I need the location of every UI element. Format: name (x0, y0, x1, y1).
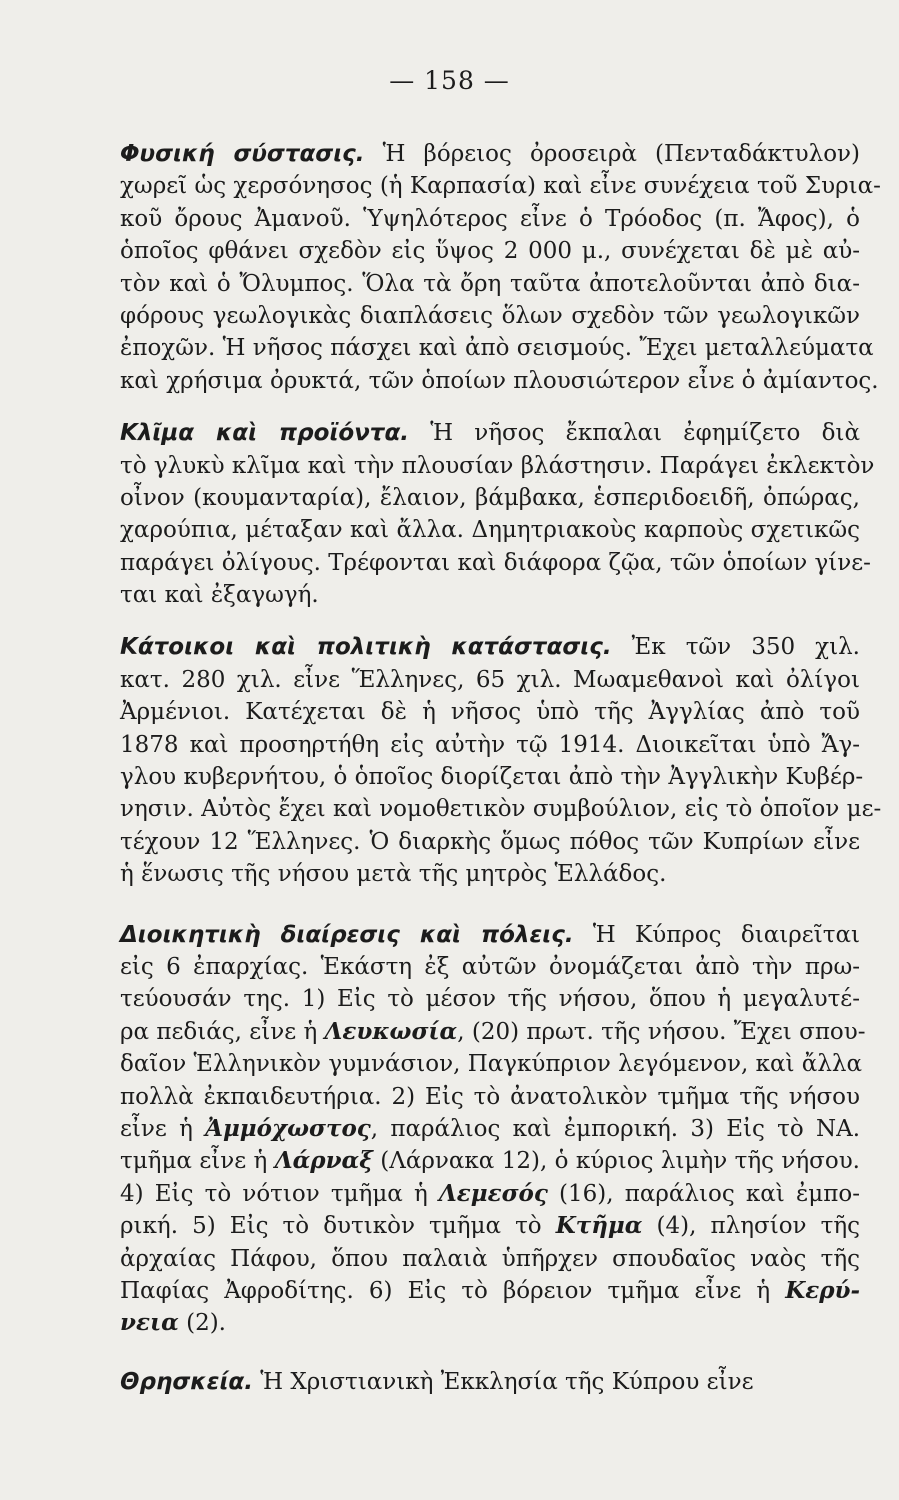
place-name: Λάρναξ (274, 1147, 373, 1175)
text-run: χαρούπια, μέταξαν καὶ ἄλλα. Δημητριακοὺς καρποὺς σχετικῶς (120, 517, 860, 544)
text-line (120, 826, 860, 858)
text-run: ρική. 5) Εἰς τὸ δυτικὸν τμῆμα τὸ (120, 1213, 556, 1240)
text-run: εἰς 6 ἐπαρχίας. Ἑκάστη ἐξ αὐτῶν ὀνομάζεται ἀπὸ τὴν πρω- (120, 953, 860, 980)
text-run: Ἡ Κύπρος διαιρεῖται (573, 921, 860, 948)
text-line (120, 729, 860, 761)
text-line (120, 203, 860, 235)
text-run: πολλὰ ἐκπαιδευτήρια. 2) Εἰς τὸ ἀνατολικὸν τμῆμα τῆς νήσου (120, 1083, 860, 1110)
section-heading: Κλῖμα καὶ προϊόντα. (120, 420, 410, 447)
text-run: ρα πεδιάς, εἶνε ἡ (120, 1018, 325, 1045)
text-run: ἀρχαίας Πάφου, ὅπου παλαιὰ ὑπῆρχεν σπουδαῖος ναὸς τῆς (120, 1245, 860, 1272)
text-run: , (20) πρωτ. τῆς νήσου. Ἔχει σπου- (457, 1018, 866, 1045)
text-line (120, 332, 874, 364)
text-run: 1878 καὶ προσηρτήθη εἰς αὐτὴν τῷ 1914. Διοικεῖται ὑπὸ Ἄγ- (120, 731, 860, 758)
text-line (120, 1178, 860, 1210)
text-run: , παράλιος καὶ ἐμπορική. 3) Εἰς τὸ ΝΑ. (370, 1115, 861, 1142)
text-run: φόρους γεωλογικὰς διαπλάσεις ὅλων σχεδὸν τῶν γεωλογικῶν (120, 302, 860, 329)
text-line (120, 170, 881, 202)
text-run: Ἡ νῆσος ἔκπαλαι ἐφημίζετο διὰ (409, 420, 860, 447)
text-run: τὸν καὶ ὁ Ὄλυμπος. Ὅλα τὰ ὄρη ταῦτα ἀποτελοῦνται ἀπὸ δια- (120, 270, 860, 297)
text-line (120, 1210, 860, 1242)
place-name: νεια (120, 1309, 179, 1337)
text-run: ὁποῖος φθάνει σχεδὸν εἰς ὕψος 2 000 μ., συνέχεται δὲ μὲ αὐ- (120, 238, 860, 265)
text-run: καὶ χρήσιμα ὀρυκτά, τῶν ὁποίων πλουσιώτερον εἶνε ὁ ἀμίαντος. (120, 367, 879, 394)
text-run: τὸ γλυκὺ κλῖμα καὶ τὴν πλουσίαν βλάστησιν. Παράγει ἐκλεκτὸν (120, 452, 875, 479)
text-line (120, 365, 879, 397)
text-line (120, 1145, 860, 1177)
text-line (120, 417, 860, 449)
section-heading: Κάτοικοι καὶ πολιτικὴ κατάστασις. (120, 634, 612, 661)
paragraph (120, 417, 875, 611)
text-run: (Λάρνακα 12), ὁ κύριος λιμὴν τῆς νήσου. (372, 1148, 860, 1175)
text-line (120, 919, 860, 951)
text-line (120, 858, 860, 890)
text-run: ἡ ἕνωσις τῆς νήσου μετὰ τῆς μητρὸς Ἑλλάδος. (120, 861, 667, 888)
text-run: τέχουν 12 Ἕλληνες. Ὁ διαρκὴς ὅμως πόθος τῶν Κυπρίων εἶνε (120, 828, 860, 855)
text-line (120, 951, 860, 983)
text-line (120, 664, 860, 696)
body-text (120, 118, 882, 1398)
page-number: — 158 — (389, 66, 510, 95)
text-line (120, 450, 875, 482)
place-name: Ἀμμόχωστος (205, 1114, 371, 1142)
section-heading: Θρησκεία. (120, 1368, 253, 1395)
text-line (120, 631, 860, 663)
section-heading: Διοικητικὴ διαίρεσις καὶ πόλεις. (120, 921, 574, 948)
text-run: εἶνε ἡ (120, 1115, 206, 1142)
paragraph (120, 1366, 860, 1398)
text-line (120, 696, 860, 728)
text-line (120, 983, 860, 1015)
place-name: Λεμεσός (438, 1179, 548, 1207)
paragraph (120, 919, 866, 1340)
text-run: (4), πλησίον τῆς (642, 1213, 861, 1240)
text-run: ται καὶ ἐξαγωγή. (120, 582, 319, 609)
text-run: κατ. 280 χιλ. εἶνε Ἕλληνες, 65 χιλ. Μωαμεθανοὶ καὶ ὀλίγοι (120, 666, 860, 693)
text-run: (16), παράλιος καὶ ἐμπο- (547, 1180, 860, 1207)
section-heading: Φυσική σύστασις. (120, 141, 365, 167)
text-line (120, 547, 871, 579)
text-line (120, 1275, 860, 1307)
text-line (120, 793, 882, 825)
text-run: οἶνον (κουμανταρία), ἔλαιον, βάμβακα, ἑσπεριδοειδῆ, ὀπώρας, (120, 484, 860, 511)
text-line (120, 1081, 860, 1113)
text-run: Ἡ Χριστιανικὴ Ἐκκλησία τῆς Κύπρου εἶνε (252, 1368, 754, 1395)
text-run: τεύουσάν της. 1) Εἰς τὸ μέσον τῆς νήσου, ὅπου ἡ μεγαλυτέ- (120, 986, 860, 1013)
text-line (120, 300, 860, 332)
text-line (120, 268, 860, 300)
text-run: 4) Εἰς τὸ νότιον τμῆμα ἡ (120, 1180, 439, 1207)
text-run: Ἐκ τῶν 350 χιλ. (611, 634, 860, 661)
text-run: δαῖον Ἑλληνικὸν γυμνάσιον, Παγκύπριον λεγόμενον, καὶ ἄλλα (120, 1051, 863, 1078)
paragraph (120, 631, 882, 890)
text-line (120, 235, 860, 267)
text-line (120, 761, 864, 793)
text-line (120, 579, 860, 611)
text-run: χωρεῖ ὡς χερσόνησος (ἡ Καρπασία) καὶ εἶνε συνέχεια τοῦ Συρια- (120, 173, 881, 200)
text-line (120, 1016, 866, 1048)
text-line (120, 1113, 860, 1145)
text-run: ἐποχῶν. Ἡ νῆσος πάσχει καὶ ἀπὸ σεισμούς. Ἔχει μεταλλεύματα (120, 335, 874, 362)
text-line (120, 1243, 860, 1275)
text-run: κοῦ ὄρους Ἀμανοῦ. Ὑψηλότερος εἶνε ὁ Τρόοδος (π. Ἄφος), ὁ (120, 205, 860, 232)
text-line (120, 1366, 860, 1398)
place-name: Κτῆμα (555, 1212, 643, 1240)
text-line (120, 1307, 860, 1339)
text-run: Ἡ βόρειος ὀροσειρὰ (Πενταδάκτυλον) (364, 141, 860, 167)
text-run: τμῆμα εἶνε ἡ (120, 1148, 275, 1175)
text-run: (2). (178, 1310, 226, 1337)
place-name: Κερύ- (785, 1276, 860, 1304)
place-name: Λευκωσία (324, 1017, 458, 1045)
text-run: γλου κυβερνήτου, ὁ ὁποῖος διορίζεται ἀπὸ τὴν Ἀγγλικὴν Κυβέρ- (120, 764, 864, 791)
text-line (120, 514, 860, 546)
text-run: νησιν. Αὐτὸς ἔχει καὶ νομοθετικὸν συμβούλιον, εἰς τὸ ὁποῖον με- (120, 796, 882, 823)
text-run: Παφίας Ἀφροδίτης. 6) Εἰς τὸ βόρειον τμῆμα εἶνε ἡ (120, 1277, 786, 1304)
text-run: παράγει ὀλίγους. Τρέφονται καὶ διάφορα ζῷα, τῶν ὁποίων γίνε- (120, 549, 871, 576)
text-line (120, 138, 860, 170)
text-line (120, 482, 860, 514)
text-run: Ἀρμένιοι. Κατέχεται δὲ ἡ νῆσος ὑπὸ τῆς Ἀγγλίας ἀπὸ τοῦ (120, 699, 860, 726)
paragraph (120, 138, 881, 397)
text-line (120, 1048, 863, 1080)
